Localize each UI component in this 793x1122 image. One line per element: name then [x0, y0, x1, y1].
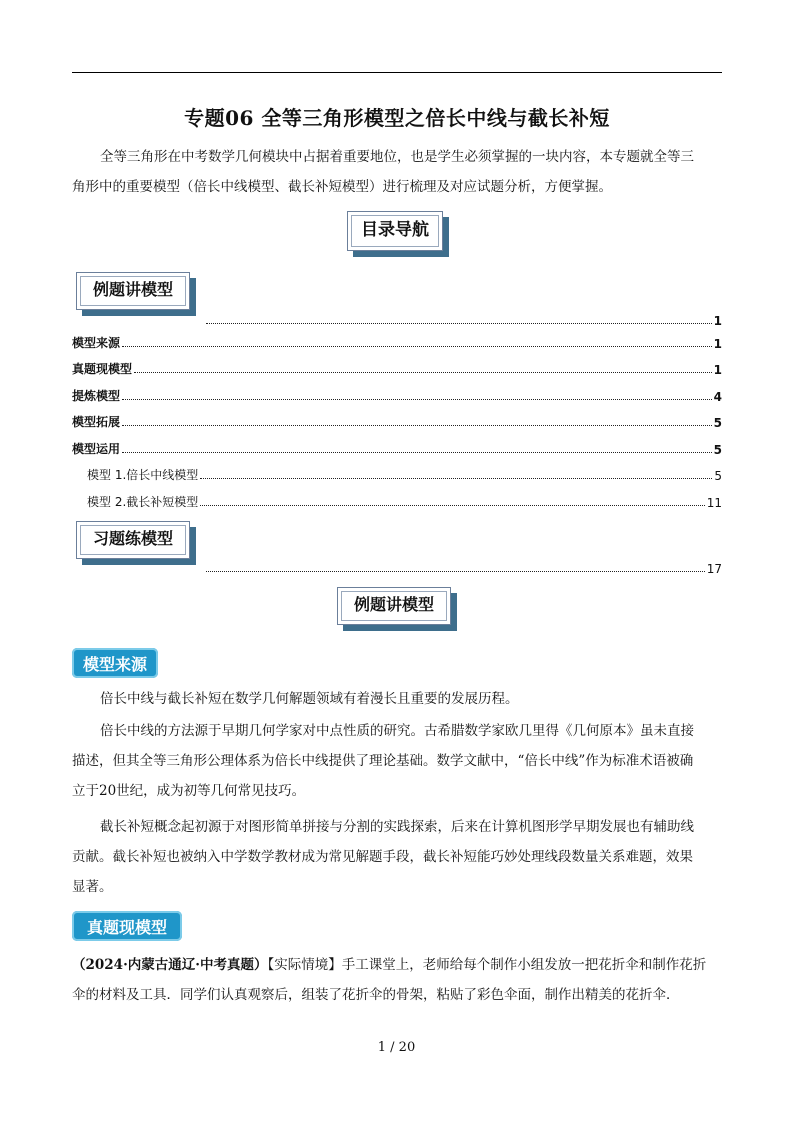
toc-entry-label: 真题现模型 [72, 362, 133, 376]
source-paragraph-2 [72, 716, 722, 806]
toc-entry-page: 5 [713, 416, 722, 430]
source-line: 描述，但其全等三角形公理体系为倍长中线提供了理论基础。数学文献中，“倍长中线”作为标准术语被确 [72, 753, 694, 769]
source-line: 截长补短概念起初源于对图形简单拼接与分割的实践探索，后来在计算机图形学早期发展也有辅助线 [100, 819, 694, 835]
toc-heading: 目录导航 [361, 220, 429, 240]
toc-heading-box [347, 211, 443, 251]
real-exam-paragraph [72, 950, 722, 1010]
source-line: 显著。 [72, 879, 113, 895]
section-example-label: 例题讲模型 [92, 280, 173, 299]
toc-entry-label: 模型运用 [72, 442, 121, 456]
section-heading-box [337, 587, 451, 625]
toc-entry-label: 模型 2.截长补短模型 [87, 495, 199, 509]
real-exam-tag: 真题现模型 [72, 911, 182, 941]
toc-entry-label: 模型 1.倍长中线模型 [87, 468, 199, 482]
section-exercise-box [76, 521, 190, 559]
toc-entry-link[interactable] [72, 359, 722, 377]
source-paragraph-1 [72, 684, 722, 714]
section-heading: 例题讲模型 [353, 595, 434, 614]
real-exam-source: （2024·内蒙古通辽·中考真题） [72, 957, 268, 973]
source-line: 贡献。截长补短也被纳入中学数学教材成为常见解题手段，截长补短能巧妙处理线段数量关系难题，效果 [72, 849, 693, 865]
toc-entry-link[interactable] [204, 558, 722, 576]
intro-line-2: 角形中的重要模型（倍长中线模型、截长补短模型）进行梳理及对应试题分析，方便掌握。 [72, 179, 612, 195]
section-exercise-label: 习题练模型 [92, 529, 173, 548]
toc-entry-link[interactable] [72, 412, 722, 430]
source-line: 倍长中线的方法源于早期几何学家对中点性质的研究。古希腊数学家欧几里得《几何原本》虽未直接 [100, 723, 694, 739]
toc-entry-page: 1 [713, 314, 722, 328]
toc-entry-link[interactable] [72, 386, 722, 404]
intro-paragraph [72, 142, 722, 202]
toc-entry-label: 模型拓展 [72, 415, 121, 429]
header-rule [72, 72, 722, 73]
toc-entry-page: 17 [706, 562, 722, 576]
toc-entry-link[interactable] [87, 492, 722, 510]
toc-entry-page: 5 [714, 469, 722, 483]
toc-entry-link[interactable] [72, 439, 722, 457]
source-paragraph-3 [72, 812, 722, 902]
page-number: 1 / 20 [377, 1040, 416, 1055]
source-line: 立于20世纪，成为初等几何常见技巧。 [72, 783, 306, 799]
toc-entry-link[interactable] [72, 333, 722, 351]
toc-entry-label: 模型来源 [72, 336, 121, 350]
toc-entry-page: 11 [706, 496, 722, 510]
toc-entry-page: 4 [713, 390, 722, 404]
source-tag: 模型来源 [72, 648, 158, 678]
toc-entry-label: 提炼模型 [72, 389, 121, 403]
section-example-box [76, 272, 190, 310]
toc-entry-link[interactable] [87, 465, 722, 483]
real-exam-text: 伞的材料及工具．同学们认真观察后，组装了花折伞的骨架，粘贴了彩色伞面，制作出精美的花折伞． [72, 987, 680, 1003]
source-line: 倍长中线与截长补短在数学几何解题领域有着漫长且重要的发展历程。 [100, 691, 519, 707]
real-exam-text: 手工课堂上，老师给每个制作小组发放一把花折伞和制作花折 [341, 957, 707, 973]
real-exam-context: 【实际情境】 [267, 957, 342, 973]
toc-entry-page: 1 [713, 337, 722, 351]
toc-entry-page: 1 [713, 363, 722, 377]
toc-entry-link[interactable] [204, 310, 722, 328]
toc-entry-page: 5 [713, 443, 722, 457]
intro-line-1: 全等三角形在中考数学几何模块中占据着重要地位，也是学生必须掌握的一块内容，本专题就全等三 [100, 149, 694, 165]
page-title: 专题06 全等三角形模型之倍长中线与截长补短 [184, 106, 610, 130]
